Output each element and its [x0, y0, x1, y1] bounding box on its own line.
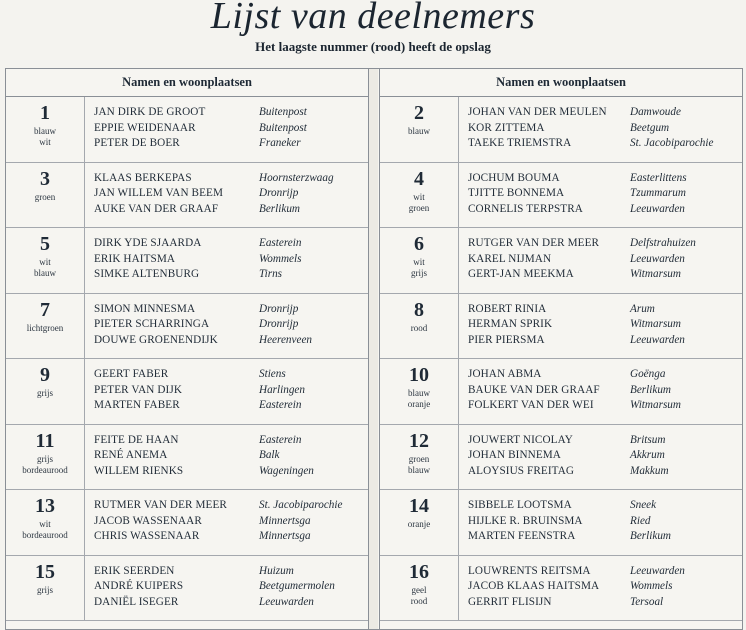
team-players: [468, 302, 738, 349]
player-city: Berlikum: [630, 530, 672, 542]
player-name: ALOYSIUS FREITAG: [468, 464, 575, 477]
player-name: FEITE DE HAAN: [94, 433, 179, 446]
team-color-label: rood: [410, 595, 428, 606]
team-row: [6, 490, 368, 556]
player-entry: [94, 514, 364, 530]
team-color-label: oranje: [407, 519, 431, 529]
player-entry: [468, 121, 738, 137]
player-entry: [94, 202, 364, 218]
team-number-cell: [6, 97, 85, 162]
player-name: HERMAN SPRIK: [468, 318, 553, 330]
player-city: Damwoude: [630, 106, 681, 118]
team-color-label: lichtgroen: [26, 322, 64, 333]
player-city: Dronrijp: [259, 302, 299, 315]
player-city: Buitenpost: [259, 121, 307, 134]
player-city: Beetgumermolen: [259, 580, 335, 592]
player-entry: [468, 186, 738, 202]
player-name: PIER PIERSMA: [468, 333, 545, 346]
team-colors: [380, 257, 458, 279]
player-entry: [94, 317, 364, 333]
player-name: BAUKE VAN DER GRAAF: [468, 383, 600, 396]
player-entry: [468, 383, 738, 399]
player-name: ERIK SEERDEN: [94, 564, 175, 577]
team-colors: [380, 519, 458, 530]
player-name: JAN DIRK DE GROOT: [94, 106, 206, 118]
player-name: SIBBELE LOOTSMA: [468, 499, 572, 511]
team-number: 10: [409, 364, 429, 386]
team-colors: [6, 585, 84, 596]
team-color-label: grijs: [36, 453, 53, 464]
team-color-label: wit: [39, 257, 51, 267]
player-city: Wommels: [259, 252, 302, 265]
player-entry: [94, 171, 364, 187]
player-name: EPPIE WEIDENAAR: [94, 121, 196, 134]
team-row: [380, 490, 742, 556]
player-city: Easterein: [259, 433, 302, 446]
team-colors: [380, 323, 458, 334]
player-city: Arum: [630, 302, 655, 315]
team-row: [6, 97, 368, 163]
team-colors: [6, 323, 84, 334]
player-name: DANIËL ISEGER: [94, 595, 179, 608]
team-color-label: grijs: [410, 268, 427, 278]
player-entry: [468, 529, 738, 545]
team-row: [380, 228, 742, 294]
player-entry: [468, 317, 738, 333]
player-entry: [94, 121, 364, 137]
team-number: 8: [414, 298, 424, 321]
player-entry: [94, 383, 364, 399]
player-name: GERRIT FLISIJN: [468, 595, 552, 608]
team-number-cell: [6, 359, 85, 424]
player-name: JOCHUM BOUMA: [468, 171, 560, 184]
player-entry: [94, 252, 364, 268]
team-number-cell: [380, 556, 459, 621]
team-number: 15: [35, 560, 55, 583]
team-number-cell: [6, 228, 85, 293]
player-name: ERIK HAITSMA: [94, 252, 176, 265]
team-color-label: geel: [411, 584, 427, 595]
team-color-label: grijs: [36, 584, 53, 595]
player-city: St. Jacobiparochie: [630, 137, 714, 149]
team-number: 14: [409, 495, 429, 517]
player-city: Dronrijp: [259, 318, 299, 330]
team-color-label: blauw: [408, 464, 430, 475]
player-entry: [94, 186, 364, 202]
team-colors: [6, 519, 84, 541]
left-column: [6, 69, 369, 629]
player-entry: [468, 136, 738, 152]
player-city: Delfstrahuizen: [630, 237, 696, 249]
team-players: [94, 171, 364, 218]
team-row: [6, 294, 368, 360]
player-entry: [94, 105, 364, 121]
player-city: Franeker: [259, 137, 301, 149]
player-name: FOLKERT VAN DER WEI: [468, 399, 594, 411]
player-entry: [468, 448, 738, 464]
right-column: [379, 69, 742, 629]
team-colors: [6, 126, 84, 148]
player-city: Leeuwarden: [630, 564, 685, 577]
team-players: [94, 302, 364, 349]
player-entry: [94, 398, 364, 414]
player-name: ANDRÉ KUIPERS: [94, 580, 184, 592]
team-color-label: oranje: [407, 399, 431, 409]
team-row: [380, 359, 742, 425]
player-name: JOUWERT NICOLAY: [468, 433, 573, 446]
player-name: CORNELIS TERPSTRA: [468, 202, 583, 215]
player-city: Easterlittens: [630, 171, 687, 184]
team-color-label: wit: [39, 519, 51, 529]
team-color-label: blauw: [34, 268, 56, 278]
player-name: TJITTE BONNEMA: [468, 187, 565, 199]
team-colors: [380, 192, 458, 214]
player-name: GERT-JAN MEEKMA: [468, 268, 574, 280]
team-number: 9: [40, 364, 50, 386]
player-name: RUTMER VAN DER MEER: [94, 499, 227, 511]
team-color-label: rood: [410, 322, 428, 333]
team-players: [468, 498, 738, 545]
player-city: Leeuwarden: [630, 202, 685, 215]
team-colors: [6, 257, 84, 279]
team-number: 3: [40, 167, 50, 190]
player-city: Berlikum: [630, 383, 672, 396]
player-entry: [468, 433, 738, 449]
team-number: 12: [409, 429, 429, 452]
team-colors: [380, 388, 458, 410]
team-players: [468, 564, 738, 611]
player-entry: [468, 595, 738, 611]
player-city: Easterein: [259, 237, 302, 249]
team-color-label: groen: [408, 453, 430, 464]
player-name: PIETER SCHARRINGA: [94, 318, 210, 330]
player-name: LOUWRENTS REITSMA: [468, 564, 591, 577]
team-row: [380, 163, 742, 229]
player-name: GEERT FABER: [94, 368, 169, 380]
player-city: Harlingen: [259, 383, 305, 396]
player-entry: [468, 302, 738, 318]
player-entry: [94, 464, 364, 480]
player-city: Makkum: [630, 464, 669, 477]
team-number: 6: [414, 233, 424, 255]
player-entry: [468, 564, 738, 580]
column-gap: [369, 69, 378, 629]
player-city: Ried: [630, 514, 651, 527]
team-number-cell: [6, 490, 85, 555]
player-name: DIRK YDE SJAARDA: [94, 237, 202, 249]
player-name: PETER VAN DIJK: [94, 383, 183, 396]
player-city: Heerenveen: [259, 333, 312, 346]
team-number-cell: [380, 425, 459, 490]
team-row: [380, 97, 742, 163]
team-row: [380, 556, 742, 622]
player-name: JACOB KLAAS HAITSMA: [468, 580, 600, 592]
team-players: [94, 105, 364, 152]
participants-table: [5, 68, 743, 630]
team-color-label: groen: [34, 191, 56, 202]
player-city: Goënga: [630, 368, 666, 380]
page-title: Lijst van deelnemers: [210, 0, 536, 37]
player-city: Akkrum: [630, 449, 665, 461]
column-header-right: Namen en woonplaatsen: [380, 69, 742, 97]
team-number: 2: [414, 102, 424, 124]
team-number-cell: [380, 294, 459, 359]
team-players: [94, 564, 364, 611]
player-city: Tersoal: [630, 595, 664, 608]
player-city: Witmarsum: [630, 268, 681, 280]
team-row: [6, 359, 368, 425]
player-entry: [468, 267, 738, 283]
player-name: HIJLKE R. BRUINSMA: [468, 514, 583, 527]
player-name: JAN WILLEM VAN BEEM: [94, 187, 224, 199]
team-number-cell: [380, 490, 459, 555]
team-row: [6, 425, 368, 491]
team-number: 7: [40, 298, 50, 321]
team-number: 4: [414, 167, 424, 190]
player-entry: [468, 105, 738, 121]
team-number-cell: [6, 425, 85, 490]
team-colors: [380, 126, 458, 137]
team-number-cell: [380, 359, 459, 424]
player-entry: [468, 333, 738, 349]
player-city: Leeuwarden: [630, 333, 685, 346]
page-subtitle: Het laagste nummer (rood) heeft de opslag: [255, 39, 491, 54]
player-name: TAEKE TRIEMSTRA: [468, 137, 572, 149]
player-entry: [468, 514, 738, 530]
team-players: [468, 171, 738, 218]
team-color-label: wit: [413, 191, 425, 202]
player-name: DOUWE GROENENDIJK: [94, 333, 218, 346]
team-players: [94, 498, 364, 545]
player-entry: [468, 202, 738, 218]
team-color-label: wit: [413, 257, 425, 267]
team-number-cell: [380, 163, 459, 228]
column-header-left: Namen en woonplaatsen: [6, 69, 368, 97]
player-entry: [468, 252, 738, 268]
player-city: Witmarsum: [630, 399, 681, 411]
team-row: [6, 163, 368, 229]
player-name: SIMKE ALTENBURG: [94, 268, 200, 280]
player-entry: [94, 236, 364, 252]
team-colors: [6, 192, 84, 203]
team-number-cell: [380, 228, 459, 293]
player-name: MARTEN FEENSTRA: [468, 530, 576, 542]
player-city: Buitenpost: [259, 106, 307, 118]
player-entry: [94, 136, 364, 152]
player-entry: [94, 302, 364, 318]
team-number-cell: [6, 294, 85, 359]
team-number-cell: [6, 163, 85, 228]
player-name: ROBERT RINIA: [468, 302, 547, 315]
team-color-label: bordeaurood: [22, 530, 68, 540]
player-name: WILLEM RIENKS: [94, 464, 184, 477]
player-entry: [468, 398, 738, 414]
team-colors: [6, 454, 84, 476]
player-city: Berlikum: [259, 202, 301, 215]
team-players: [468, 236, 738, 283]
team-number: 11: [35, 429, 55, 452]
player-city: Sneek: [630, 499, 657, 511]
team-number: 1: [40, 102, 50, 124]
player-city: Wommels: [630, 580, 673, 592]
team-color-label: bordeaurood: [22, 464, 68, 475]
team-color-label: blauw: [408, 126, 430, 136]
player-entry: [94, 529, 364, 545]
player-entry: [468, 171, 738, 187]
player-name: SIMON MINNESMA: [94, 302, 196, 315]
team-number: 16: [409, 560, 429, 583]
player-name: JOHAN BINNEMA: [468, 449, 561, 461]
player-name: JOHAN VAN DER MEULEN: [468, 106, 607, 118]
player-city: Britsum: [630, 433, 666, 446]
team-players: [94, 433, 364, 480]
team-row: [380, 294, 742, 360]
team-color-label: grijs: [36, 388, 53, 398]
player-entry: [468, 367, 738, 383]
team-number-cell: [6, 556, 85, 621]
player-city: St. Jacobiparochie: [259, 499, 343, 511]
player-entry: [94, 579, 364, 595]
player-city: Dronrijp: [259, 187, 299, 199]
player-entry: [94, 595, 364, 611]
team-color-label: wit: [39, 137, 51, 147]
player-city: Leeuwarden: [259, 595, 314, 608]
player-name: KAREL NIJMAN: [468, 252, 552, 265]
player-name: PETER DE BOER: [94, 137, 180, 149]
team-row: [6, 228, 368, 294]
player-city: Huizum: [259, 564, 294, 577]
player-name: CHRIS WASSENAAR: [94, 530, 200, 542]
player-entry: [94, 333, 364, 349]
team-color-label: blauw: [408, 388, 430, 398]
player-city: Witmarsum: [630, 318, 681, 330]
team-colors: [6, 388, 84, 399]
player-city: Minnertsga: [259, 514, 311, 527]
team-colors: [380, 585, 458, 607]
player-city: Balk: [259, 449, 280, 461]
player-city: Wageningen: [259, 464, 314, 477]
player-city: Leeuwarden: [630, 252, 685, 265]
team-players: [468, 367, 738, 414]
player-city: Tzummarum: [630, 187, 686, 199]
player-entry: [94, 448, 364, 464]
team-players: [468, 433, 738, 480]
player-name: KOR ZITTEMA: [468, 121, 545, 134]
team-number-cell: [380, 97, 459, 162]
player-entry: [94, 367, 364, 383]
player-entry: [468, 464, 738, 480]
player-name: JOHAN ABMA: [468, 368, 542, 380]
team-number: 13: [35, 495, 55, 517]
team-players: [468, 105, 738, 152]
player-city: Hoornsterzwaag: [259, 171, 334, 184]
player-entry: [94, 498, 364, 514]
player-city: Minnertsga: [259, 530, 311, 542]
team-color-label: blauw: [34, 126, 56, 136]
player-entry: [94, 564, 364, 580]
team-color-label: groen: [408, 202, 430, 213]
player-city: Beetgum: [630, 121, 670, 134]
player-city: Tirns: [259, 268, 283, 280]
player-name: AUKE VAN DER GRAAF: [94, 202, 219, 215]
player-city: Easterein: [259, 399, 302, 411]
team-row: [6, 556, 368, 622]
player-entry: [94, 433, 364, 449]
player-entry: [468, 579, 738, 595]
team-players: [94, 367, 364, 414]
player-name: JACOB WASSENAAR: [94, 514, 202, 527]
player-name: KLAAS BERKEPAS: [94, 171, 192, 184]
player-entry: [468, 236, 738, 252]
player-entry: [94, 267, 364, 283]
team-players: [94, 236, 364, 283]
team-number: 5: [40, 233, 50, 255]
player-name: RENÉ ANEMA: [94, 449, 168, 461]
player-city: Stiens: [259, 368, 286, 380]
team-row: [380, 425, 742, 491]
player-name: MARTEN FABER: [94, 399, 180, 411]
team-colors: [380, 454, 458, 476]
player-entry: [468, 498, 738, 514]
player-name: RUTGER VAN DER MEER: [468, 237, 600, 249]
